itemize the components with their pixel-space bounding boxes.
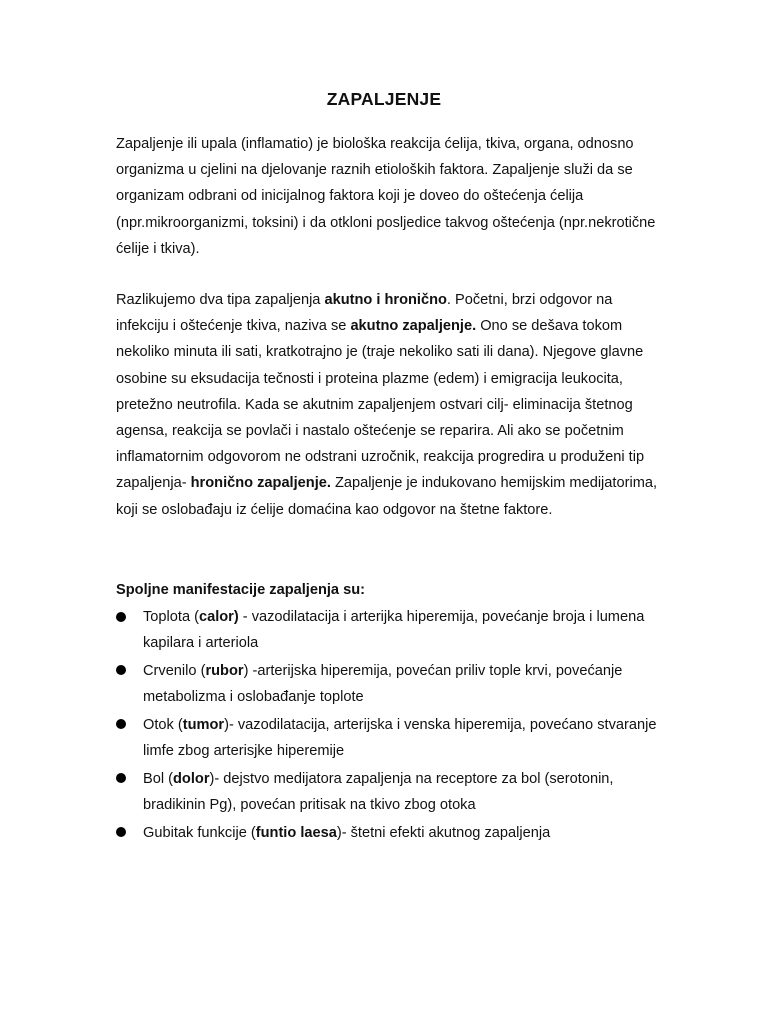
text-run: . Početni, brzi odgovor na infekciju i oštećenje tkiva, naziva se [116, 292, 613, 335]
bullet-icon [116, 773, 126, 783]
text-run: Bol ( [143, 770, 174, 787]
text-run: Toplota ( [143, 609, 199, 625]
bold-term: dolor [173, 770, 210, 787]
text-run: )- štetni efekti akutnog zapaljenja [336, 824, 551, 841]
manifestation-item [116, 604, 661, 656]
types-paragraph [116, 287, 661, 523]
text-run: Gubitak funkcije ( [143, 824, 256, 841]
text-run: Zapaljenje ili upala (inflamatio) je biološka reakcija ćelija, tkiva, organa, odnosno organizma u cjelini na djelovanje raznih etioloških faktora. Zapaljenje služi da se organizam odbrani od inicijalnog faktora koji je doveo do oštećenja ćelija (npr.mikroorganizmi, toksini) i da otkloni posljedice takvog oštećenja (npr.nekrotične ćelije i tkiva). [116, 136, 656, 257]
bullet-icon [116, 612, 126, 622]
text-run: Zapaljenje je indukovano hemijskim medijatorima, koji se oslobađaju iz ćelije domaćina kao odgovor na štetne faktore. [116, 475, 658, 518]
bullet-icon [116, 665, 126, 675]
text-run: Razlikujemo dva tipa zapaljenja [116, 292, 325, 308]
text-run: Ono se dešava tokom nekoliko minuta ili sati, kratkotrajno je (traje nekoliko sati ili dana). Njegove glavne osobine su eksudacija tečnosti i proteina plazme (edem) i emigracija leukocita, pretežno neutrofila. Kada se akutnim zapaljenjem ostvari cilj- eliminacija štetnog agensa, reakcija se povlači i nastalo oštećenje se reparira. Ali ako se početnim inflamatornim odgovorom ne odstrani uzročnik, reakcija progredira u produženi tip zapaljenja- [116, 318, 645, 492]
bullet-icon [116, 827, 126, 837]
bold-term: tumor [182, 716, 225, 733]
bullet-icon [116, 719, 126, 729]
text-run: ) -arterijska hiperemija, povećan priliv tople krvi, povećanje metabolizma i oslobađanje toplote [143, 662, 623, 706]
manifestations-heading: Spoljne manifestacije zapaljenja su: [116, 582, 365, 598]
text-run: )- dejstvo medijatora zapaljenja na receptore za bol (serotonin, bradikinin Pg), povećan pritisak na tkivo zbog otoka [143, 770, 614, 813]
manifestation-item [116, 712, 661, 764]
bold-term: funtio laesa [255, 824, 337, 841]
manifestation-item [116, 766, 661, 818]
text-run: )- vazodilatacija, arterijska i venska hiperemija, povećano stvaranje limfe zbog arterisjke hiperemije [143, 716, 657, 760]
bold-term: akutno i hronično [324, 292, 447, 308]
bold-term: rubor [205, 662, 244, 679]
text-run: Crvenilo ( [143, 662, 206, 679]
bold-term: hronično zapaljenje. [190, 475, 331, 492]
manifestation-item [116, 658, 661, 710]
manifestations-list [116, 604, 661, 847]
document-title: ZAPALJENJE [326, 89, 442, 109]
manifestation-item [116, 820, 661, 846]
bold-term: akutno zapaljenje. [350, 318, 477, 335]
text-run: Otok ( [143, 716, 183, 733]
intro-paragraph [116, 131, 661, 262]
text-run: - vazodilatacija i arterijka hiperemija, povećanje broja i lumena kapilara i arteriola [143, 609, 645, 652]
bold-term: calor) [198, 609, 239, 625]
